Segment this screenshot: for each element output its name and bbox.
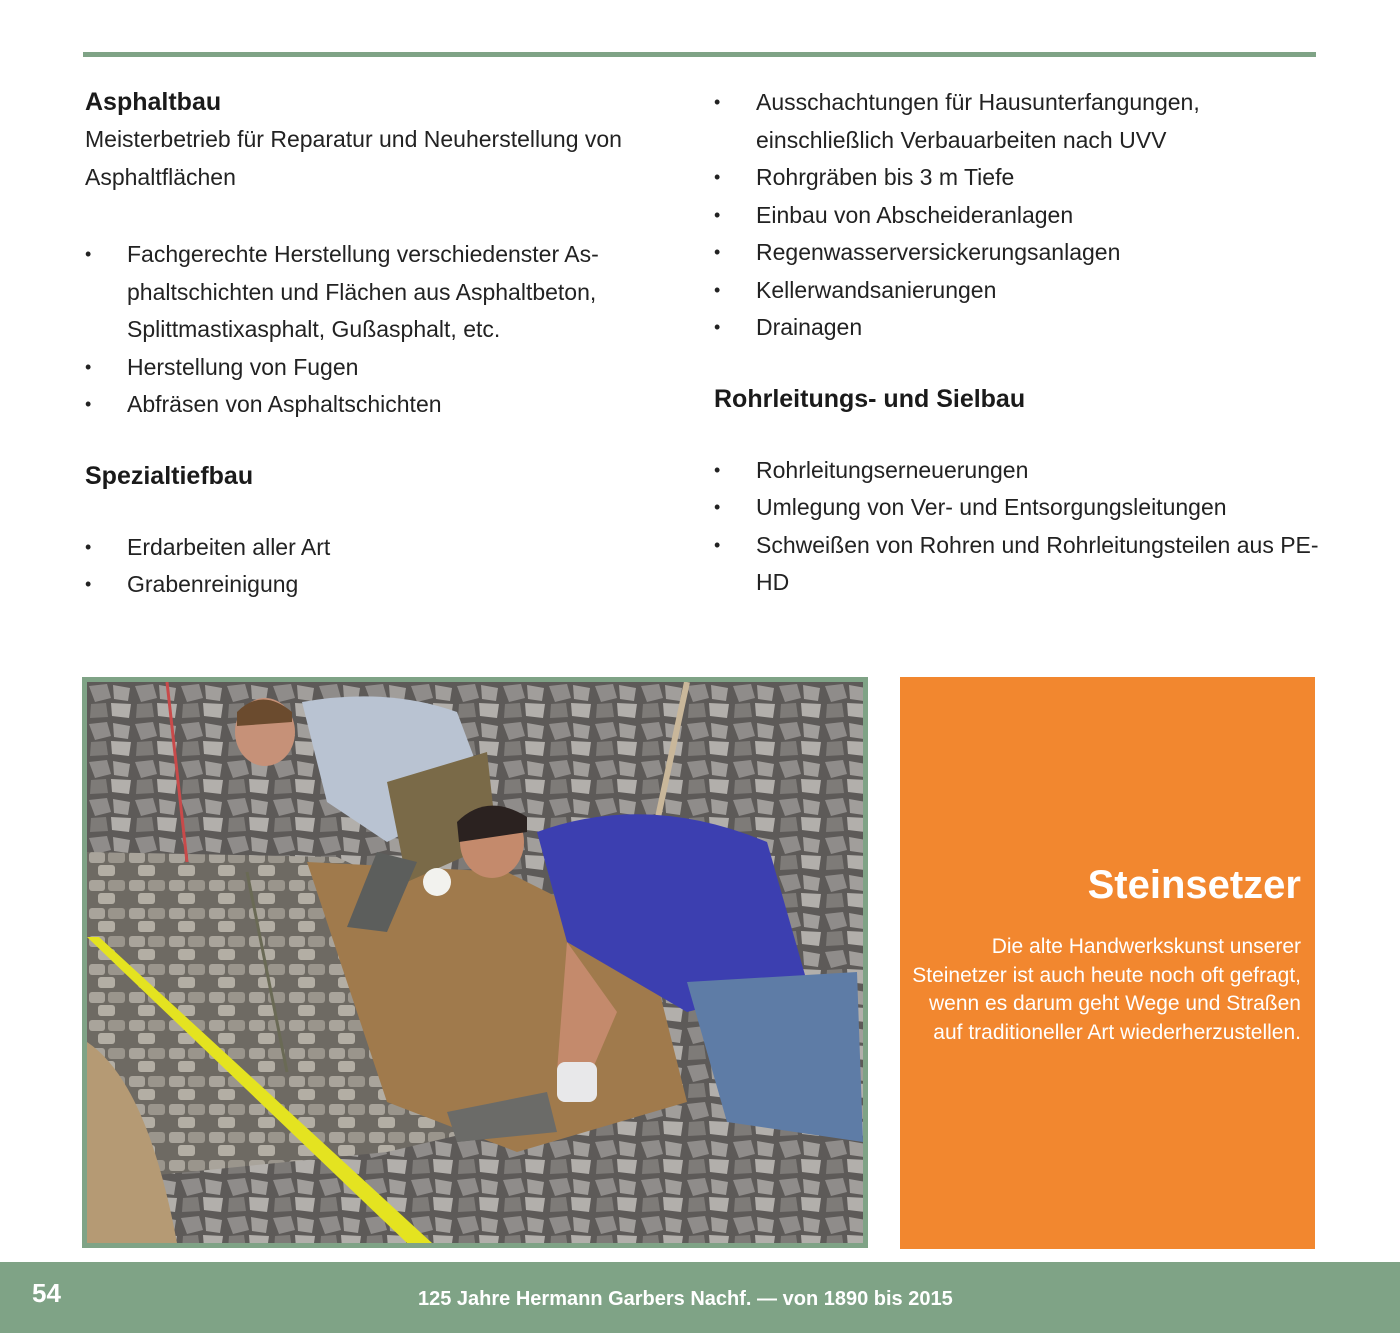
bullet-icon: • [714,204,721,225]
list-item: • Ausschachtungen für Hausunterfangungen, einschließlich Verbauarbeiten nach UVV [714,84,1334,159]
bullet-icon: • [714,317,721,337]
photo-stone-setters [82,677,868,1248]
asphaltbau-list [85,236,695,424]
list-item: • Drainagen [714,309,1334,347]
bullet-icon: • [714,167,721,187]
list-item: • Erdarbeiten aller Art [85,529,695,567]
steinsetzer-box [900,677,1315,1249]
bullet-icon: • [714,459,721,480]
page-number: 54 [32,1278,61,1308]
bullet-icon: • [714,534,721,555]
photo-illustration [87,682,863,1243]
list-item: • Fachgerechte Herstellung verschiedenster Asphaltschichten und Flächen aus Asphaltbeton, Splittmastixasphalt, Gußasphalt, etc. [85,236,695,349]
bullet-icon: • [714,279,721,300]
list-item: • Kellerwandsanierungen [714,272,1334,310]
list-item: • Rohrleitungserneuerungen [714,452,1334,490]
right-column [714,84,1334,602]
heading-spezialtiefbau: Spezialtiefbau [85,461,254,490]
list-item: • Schweißen von Rohren und Rohrleitungsteilen aus PE-HD [714,527,1334,602]
list-item: • Regenwasserversickerungsanlagen [714,234,1334,272]
list-item: • Herstellung von Fugen [85,349,695,387]
list-item: • Umlegung von Ver- und Entsorgungsleitungen [714,489,1334,527]
bullet-icon: • [85,394,92,414]
steinsetzer-text: Die alte Handwerkskunst unserer Steinetzer ist auch heute noch oft gefragt, wenn es darum geht Wege und Straßen auf traditioneller Art wiederherzustellen. [912,935,1301,1044]
list-item: • Abfräsen von Asphaltschichten [85,386,695,424]
heading-rohrleitungsbau: Rohrleitungs- und Sielbau [714,384,1026,413]
footer-text: 125 Jahre Hermann Garbers Nachf. — von 1890 bis 2015 [418,1288,953,1310]
spezialtiefbau-list [85,529,695,604]
heading-asphaltbau: Asphaltbau [85,88,222,116]
bullet-icon: • [714,497,721,517]
rohrleitungsbau-list [714,452,1334,602]
bullet-icon: • [85,536,92,557]
steinsetzer-title: Steinsetzer [1087,863,1301,907]
bullet-icon: • [714,92,721,112]
spezialtiefbau-continued-list [714,84,1334,347]
list-item: • Einbau von Abscheideranlagen [714,197,1334,235]
bullet-icon: • [85,574,92,594]
left-column [85,84,695,604]
top-divider [83,52,1316,57]
page-footer [0,1262,1400,1333]
bullet-icon: • [85,244,92,264]
bullet-icon: • [714,242,721,262]
list-item: • Grabenreinigung [85,566,695,604]
list-item: • Rohrgräben bis 3 m Tiefe [714,159,1334,197]
bullet-icon: • [85,356,92,377]
asphaltbau-intro: Meisterbetrieb für Reparatur und Neuherstellung von Asphaltflächen [85,126,622,190]
